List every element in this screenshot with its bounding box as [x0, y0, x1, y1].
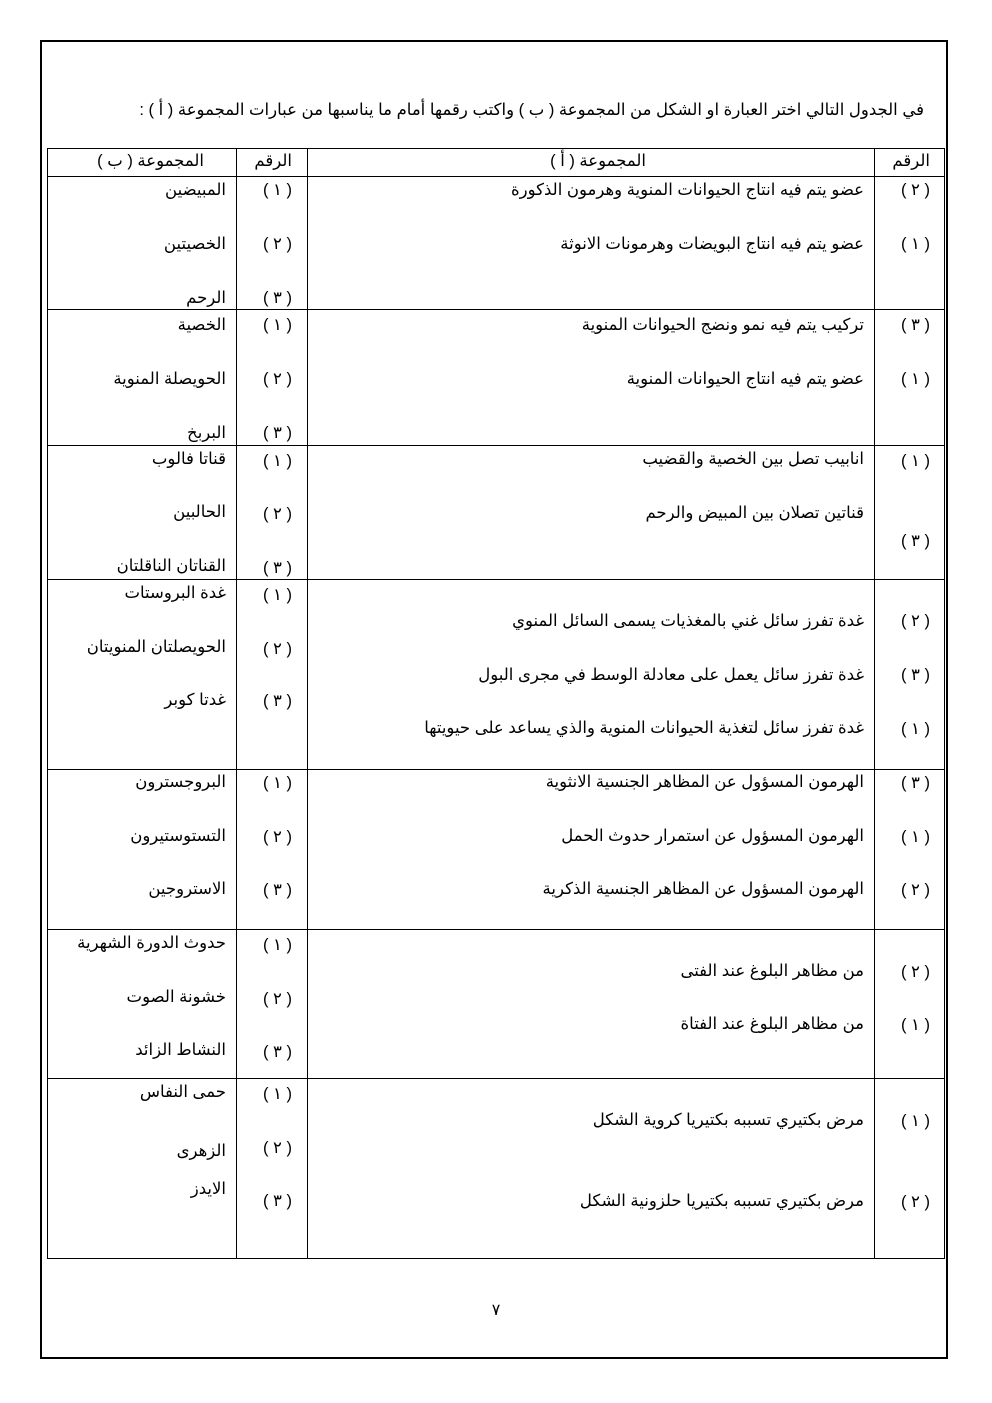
option-b: قناتا فالوب	[151, 450, 226, 468]
num-b-cell: ( ٢ )	[262, 828, 292, 846]
num-b-cell: ( ٢ )	[262, 640, 292, 658]
statement-a: الهرمون المسؤول عن المظاهر الجنسية الانثوية	[545, 773, 864, 791]
matching-table	[47, 148, 945, 1259]
option-b: المبيضين	[165, 181, 226, 199]
statement-a: من مظاهر البلوغ عند الفتاة	[680, 1015, 864, 1033]
col-divider-a	[307, 149, 308, 1258]
num-a-cell: ( ٣ )	[900, 532, 930, 550]
header-divider	[48, 176, 944, 177]
instruction-text: في الجدول التالي اختر العبارة او الشكل من المجموعة ( ب ) واكتب رقمها أمام ما يناسبها من عبارات المجموعة ( أ ) :	[139, 101, 924, 119]
statement-a: مرض بكتيري تسببه بكتيريا حلزونية الشكل	[579, 1192, 864, 1210]
num-b-cell: ( ٢ )	[262, 505, 292, 523]
statement-a: عضو يتم فيه انتاج الحيوانات المنوية	[626, 370, 864, 388]
option-b: الحويصلتان المنويتان	[86, 638, 226, 656]
option-b: القناتان الناقلتان	[116, 557, 226, 575]
num-a-cell: ( ١ )	[900, 235, 930, 253]
option-b: البربخ	[187, 424, 226, 442]
statement-a: انابيب تصل بين الخصية والقضيب	[642, 450, 864, 468]
num-a-cell: ( ١ )	[900, 1016, 930, 1034]
option-b: الخصيتين	[163, 235, 226, 253]
num-a-cell: ( ٢ )	[900, 181, 930, 199]
num-b-cell: ( ٣ )	[262, 1192, 292, 1210]
option-b: خشونة الصوت	[126, 988, 226, 1006]
header-num-a: الرقم	[892, 152, 930, 170]
num-a-cell: ( ٣ )	[900, 774, 930, 792]
option-b: غدتا كوبر	[164, 691, 226, 709]
num-b-cell: ( ٣ )	[262, 692, 292, 710]
num-a-cell: ( ١ )	[900, 720, 930, 738]
num-b-cell: ( ١ )	[262, 586, 292, 604]
num-b-cell: ( ٣ )	[262, 1043, 292, 1061]
group-divider	[48, 445, 944, 446]
statement-a: قناتين تصلان بين المبيض والرحم	[645, 504, 864, 522]
option-b: الرحم	[186, 289, 226, 307]
num-a-cell: ( ٣ )	[900, 666, 930, 684]
num-a-cell: ( ١ )	[900, 828, 930, 846]
group-divider	[48, 769, 944, 770]
statement-a: مرض بكتيري تسببه بكتيريا كروية الشكل	[592, 1111, 864, 1129]
num-b-cell: ( ١ )	[262, 936, 292, 954]
statement-a: من مظاهر البلوغ عند الفتى	[680, 962, 864, 980]
option-b: غدة البروستات	[124, 584, 226, 602]
num-a-cell: ( ٢ )	[900, 881, 930, 899]
num-b-cell: ( ١ )	[262, 316, 292, 334]
option-b: التستوستيرون	[130, 827, 226, 845]
num-b-cell: ( ٣ )	[262, 881, 292, 899]
num-b-cell: ( ٣ )	[262, 289, 292, 307]
option-b: الحالبين	[173, 503, 226, 521]
statement-a: غدة تفرز سائل يعمل على معادلة الوسط في مجرى البول	[478, 666, 864, 684]
statement-a: عضو يتم فيه انتاج الحيوانات المنوية وهرمون الذكورة	[511, 181, 864, 199]
num-b-cell: ( ٢ )	[262, 370, 292, 388]
group-divider	[48, 1078, 944, 1079]
statement-a: تركيب يتم فيه نمو ونضج الحيوانات المنوية	[581, 316, 864, 334]
num-a-cell: ( ٢ )	[900, 963, 930, 981]
num-b-cell: ( ١ )	[262, 1085, 292, 1103]
page-number: ٧	[491, 1302, 501, 1319]
option-b: حدوث الدورة الشهرية	[77, 934, 226, 952]
num-a-cell: ( ١ )	[900, 370, 930, 388]
num-b-cell: ( ١ )	[262, 774, 292, 792]
group-divider	[48, 579, 944, 580]
option-b: الزهرى	[176, 1142, 226, 1160]
statement-a: غدة تفرز سائل لتغذية الحيوانات المنوية والذي يساعد على حيويتها	[424, 719, 864, 737]
num-b-cell: ( ٣ )	[262, 424, 292, 442]
num-a-cell: ( ١ )	[900, 1112, 930, 1130]
option-b: الخصية	[177, 316, 226, 334]
option-b: حمى النفاس	[139, 1083, 226, 1101]
num-b-cell: ( ١ )	[262, 452, 292, 470]
num-a-cell: ( ١ )	[900, 452, 930, 470]
statement-a: الهرمون المسؤول عن استمرار حدوث الحمل	[561, 827, 864, 845]
num-b-cell: ( ٢ )	[262, 235, 292, 253]
header-group-b: المجموعة ( ب )	[97, 152, 204, 170]
num-b-cell: ( ٢ )	[262, 990, 292, 1008]
statement-a: الهرمون المسؤول عن المظاهر الجنسية الذكرية	[542, 880, 864, 898]
num-a-cell: ( ٣ )	[900, 316, 930, 334]
header-num-b: الرقم	[254, 152, 292, 170]
num-a-cell: ( ٢ )	[900, 1193, 930, 1211]
option-b: الاستروجين	[148, 880, 226, 898]
option-b: الحويصلة المنوية	[113, 370, 226, 388]
statement-a: عضو يتم فيه انتاج البويضات وهرمونات الانوثة	[560, 235, 864, 253]
option-b: النشاط الزائد	[135, 1041, 226, 1059]
header-group-a: المجموعة ( أ )	[550, 152, 646, 170]
num-a-cell: ( ٢ )	[900, 612, 930, 630]
option-b: البروجسترون	[135, 773, 226, 791]
col-divider-a-num	[874, 149, 875, 1258]
num-b-cell: ( ١ )	[262, 181, 292, 199]
group-divider	[48, 309, 944, 310]
option-b: الايدز	[190, 1180, 226, 1198]
group-divider	[48, 929, 944, 930]
num-b-cell: ( ٣ )	[262, 559, 292, 577]
statement-a: غدة تفرز سائل غني بالمغذيات يسمى السائل المنوي	[512, 612, 864, 630]
num-b-cell: ( ٢ )	[262, 1139, 292, 1157]
col-divider-b-num	[236, 149, 237, 1258]
